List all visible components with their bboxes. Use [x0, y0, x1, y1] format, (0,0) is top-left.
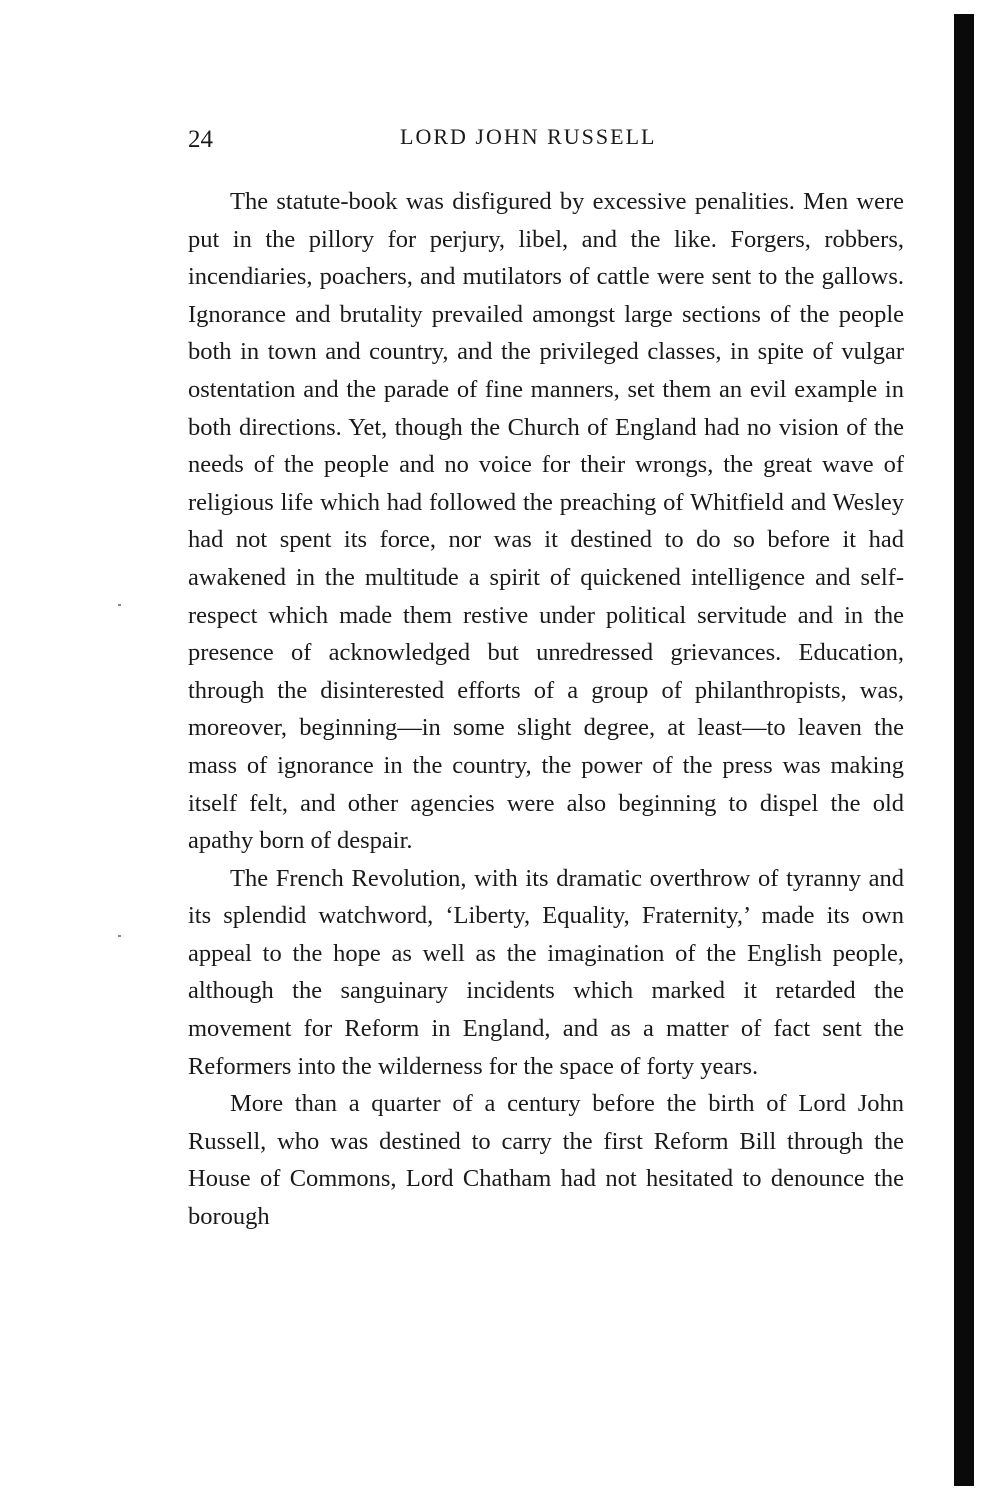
margin-speck: [118, 935, 121, 937]
page-number: 24: [188, 126, 213, 153]
page-header: [188, 120, 904, 154]
paragraph: The statute-book was disfigured by excessive penalities. Men were put in the pillory for perjury, libel, and the like. Forgers, robbers, incendiaries, poachers, and mutilators of cattle were sent to the gallows. Ignorance and brutality prevailed amongst large sections of the people both in town and country, and the privileged classes, in spite of vulgar ostentation and the parade of fine manners, set them an evil example in both directions. Yet, though the Church of England had no vision of the needs of the people and no voice for their wrongs, the great wave of religious life which had followed the preaching of Whitfield and Wesley had not spent its force, nor was it destined to do so before it had awakened in the multitude a spirit of quickened intelligence and self-respect which made them restive under political servitude and in the presence of acknowledged but unredressed grievances. Education, through the disinterested efforts of a group of philanthropists, was, moreover, beginning—in some slight degree, at least—to leaven the mass of ignorance in the country, the power of the press was making itself felt, and other agencies were also beginning to dispel the old apathy born of despair.: [188, 188, 904, 855]
paragraph: More than a quarter of a century before the birth of Lord John Russell, who was destined to carry the first Reform Bill through the House of Commons, Lord Chatham had not hesitated to denounce the borough: [188, 1090, 904, 1231]
scan-edge-shadow: [954, 14, 974, 1486]
body-text: [188, 183, 904, 1236]
running-title: LORD JOHN RUSSELL: [400, 124, 657, 149]
margin-speck: [118, 604, 121, 606]
paragraph: The French Revolution, with its dramatic overthrow of tyranny and its splendid watchword, ‘Liberty, Equality, Fraternity,’ made its own appeal to the hope as well as the imagination of the English people, although the sanguinary incidents which marked it retarded the movement for Reform in England, and as a matter of fact sent the Reformers into the wilderness for the space of forty years.: [188, 864, 904, 1080]
